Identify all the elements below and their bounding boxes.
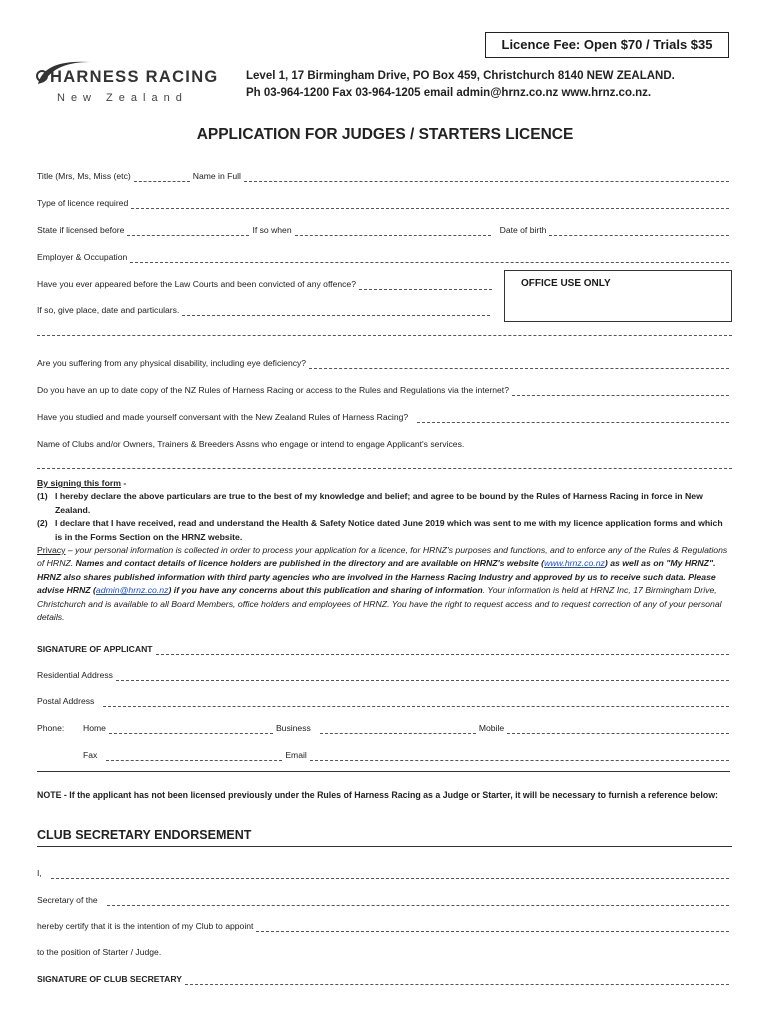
full-name-label: Name in Full xyxy=(192,171,241,181)
if-so-when-label: If so when xyxy=(252,225,292,235)
declaration-block xyxy=(37,477,732,624)
endorsement-heading: CLUB SECRETARY ENDORSEMENT xyxy=(37,828,252,842)
postal-row xyxy=(37,695,732,707)
place-date-field[interactable] xyxy=(182,307,490,316)
state-licensed-field[interactable] xyxy=(127,227,249,236)
applicant-signature-row xyxy=(37,643,732,655)
residential-label: Residential Address xyxy=(37,670,113,680)
rules-studied-label: Have you studied and made yourself conversant with the New Zealand Rules of Harness Racing? xyxy=(37,412,409,422)
endorsement-position-label: to the position of Starter / Judge. xyxy=(37,947,162,957)
residential-field[interactable] xyxy=(116,672,729,681)
title-label: Title (Mrs, Ms, Miss (etc) xyxy=(37,171,131,181)
endorsement-certify-label: hereby certify that it is the intention of my Club to appoint xyxy=(37,921,254,931)
email-label: Email xyxy=(285,750,307,760)
rules-copy-row xyxy=(37,384,732,396)
clubs-field[interactable] xyxy=(37,468,732,469)
postal-field[interactable] xyxy=(103,698,729,707)
clubs-row xyxy=(37,438,732,450)
disability-row xyxy=(37,357,732,369)
law-courts-field[interactable] xyxy=(359,281,492,290)
declaration-item-2-text: I declare that I have received, read and understand the Health & Safety Notice dated June 2019 which was sent to me with my licence application forms and which is in the Forms Section on the HRNZ website. xyxy=(55,518,723,542)
organisation-address xyxy=(246,68,675,102)
club-secretary-signature-label: SIGNATURE OF CLUB SECRETARY xyxy=(37,974,182,984)
applicant-signature-label: SIGNATURE OF APPLICANT xyxy=(37,644,153,654)
declaration-heading: By signing this form xyxy=(37,478,121,488)
privacy-text-2: . Your information is held at HRNZ Inc, 17 Birmingham Drive, Christchurch and is available to all Board Members, office holders and employees of HRNZ. You have the right to request access and to request correction of any of your personal details. xyxy=(37,585,722,623)
endorsement-i-label: I, xyxy=(37,868,42,878)
office-use-box xyxy=(504,270,732,322)
full-name-field[interactable] xyxy=(244,173,729,182)
email-field[interactable] xyxy=(310,752,729,761)
rules-studied-field[interactable] xyxy=(417,414,729,423)
dob-field[interactable] xyxy=(549,227,729,236)
licence-fee-box: Licence Fee: Open $70 / Trials $35 xyxy=(485,32,729,58)
privacy-bold-2: ) as well as on "My HRNZ". HRNZ also shares published information with third party agencies who are involved in the Harness Racing Industry and approved by us to receive such data. Please advise HRNZ ( xyxy=(37,558,716,596)
reference-note: NOTE - If the applicant has not been licensed previously under the Rules of Harness Racing as a Judge or Starter, it will be necessary to furnish a reference below: xyxy=(37,790,718,800)
privacy-text-1: – your personal information is collected in order to process your application for a licence, for HRNZ's purposes and functions, and to enforce any of the Rules & Regulations of HRNZ. xyxy=(37,545,728,569)
endorsement-name-row xyxy=(37,867,732,879)
logo-sub-text: New Zealand xyxy=(57,92,188,104)
endorsement-secretary-label: Secretary of the xyxy=(37,895,98,905)
residential-row xyxy=(37,669,732,681)
club-secretary-signature-row xyxy=(37,973,732,985)
endorsement-club-row xyxy=(37,894,732,906)
title-name-row xyxy=(37,170,732,182)
employer-field[interactable] xyxy=(130,254,729,263)
hrnz-website-link[interactable]: www.hrnz.co.nz xyxy=(544,558,605,569)
applicant-signature-field[interactable] xyxy=(156,646,729,655)
licence-type-row xyxy=(37,197,732,209)
rules-copy-label: Do you have an up to date copy of the NZ Rules of Harness Racing or access to the Rules and Regulations via the internet? xyxy=(37,385,509,395)
state-licensed-label: State if licensed before xyxy=(37,225,125,235)
employer-label: Employer & Occupation xyxy=(37,252,128,262)
disability-field[interactable] xyxy=(309,360,729,369)
place-date-continuation-field[interactable] xyxy=(37,335,732,336)
declaration-item-1-text: I hereby declare the above particulars are true to the best of my knowledge and belief; and agree to be bound by the Rules of Harness Racing in force in New Zealand. xyxy=(55,491,703,515)
mobile-phone-field[interactable] xyxy=(507,725,729,734)
disability-label: Are you suffering from any physical disability, including eye deficiency? xyxy=(37,358,307,368)
mobile-phone-label: Mobile xyxy=(478,723,505,733)
if-so-when-field[interactable] xyxy=(295,227,491,236)
address-line-2: Ph 03-964-1200 Fax 03-964-1205 email admin@hrnz.co.nz www.hrnz.co.nz. xyxy=(246,87,652,99)
declaration-item-1 xyxy=(37,490,732,517)
fax-field[interactable] xyxy=(106,752,282,761)
office-use-label: OFFICE USE ONLY xyxy=(521,278,611,289)
privacy-label: Privacy xyxy=(37,545,66,556)
logo-main-text: HARNESS RACING xyxy=(50,68,219,86)
club-secretary-signature-field[interactable] xyxy=(185,976,729,985)
endorsement-club-field[interactable] xyxy=(107,897,729,906)
licence-type-label: Type of licence required xyxy=(37,198,129,208)
place-date-row xyxy=(37,304,493,316)
address-line-1: Level 1, 17 Birmingham Drive, PO Box 459, Christchurch 8140 NEW ZEALAND. xyxy=(246,70,675,82)
licence-type-field[interactable] xyxy=(131,200,729,209)
section-divider xyxy=(37,771,730,772)
business-phone-field[interactable] xyxy=(320,725,476,734)
declaration-heading-suffix: - xyxy=(120,478,127,488)
state-licensed-row xyxy=(37,224,732,236)
employer-row xyxy=(37,251,732,263)
endorsement-heading-rule xyxy=(37,846,732,847)
declaration-item-2-number: (2) xyxy=(37,518,48,529)
home-phone-field[interactable] xyxy=(109,725,273,734)
endorsement-appointee-field[interactable] xyxy=(256,923,729,932)
clubs-label: Name of Clubs and/or Owners, Trainers & Breeders Assns who engage or intend to engage Applicant's services. xyxy=(37,439,465,449)
declaration-item-1-number: (1) xyxy=(37,491,48,502)
endorsement-name-field[interactable] xyxy=(51,870,729,879)
title-field[interactable] xyxy=(134,173,190,182)
form-title: APPLICATION FOR JUDGES / STARTERS LICENCE xyxy=(196,126,574,143)
home-phone-label: Home xyxy=(83,723,106,733)
privacy-bold-3: ) if you have any concerns about this publication and sharing of information xyxy=(168,585,483,596)
dob-label: Date of birth xyxy=(499,225,547,235)
declaration-item-2 xyxy=(37,517,732,544)
endorsement-position-row xyxy=(37,946,732,958)
phone-row xyxy=(37,722,732,734)
privacy-statement xyxy=(37,544,732,624)
rules-studied-row xyxy=(37,411,732,423)
law-courts-label: Have you ever appeared before the Law Courts and been convicted of any offence? xyxy=(37,279,356,289)
endorsement-appoint-row xyxy=(37,920,732,932)
rules-copy-field[interactable] xyxy=(512,387,729,396)
privacy-bold-1: Names and contact details of licence holders are published in the directory and are available on HRNZ's website ( xyxy=(75,558,545,569)
phone-label: Phone: xyxy=(37,723,65,733)
postal-label: Postal Address xyxy=(37,696,95,706)
law-courts-row xyxy=(37,278,495,290)
hrnz-logo xyxy=(36,62,226,110)
hrnz-email-link[interactable]: admin@hrnz.co.nz xyxy=(95,585,169,596)
fax-email-row xyxy=(37,749,732,761)
business-phone-label: Business xyxy=(275,723,311,733)
place-date-label: If so, give place, date and particulars. xyxy=(37,305,180,315)
fax-label: Fax xyxy=(83,750,98,760)
